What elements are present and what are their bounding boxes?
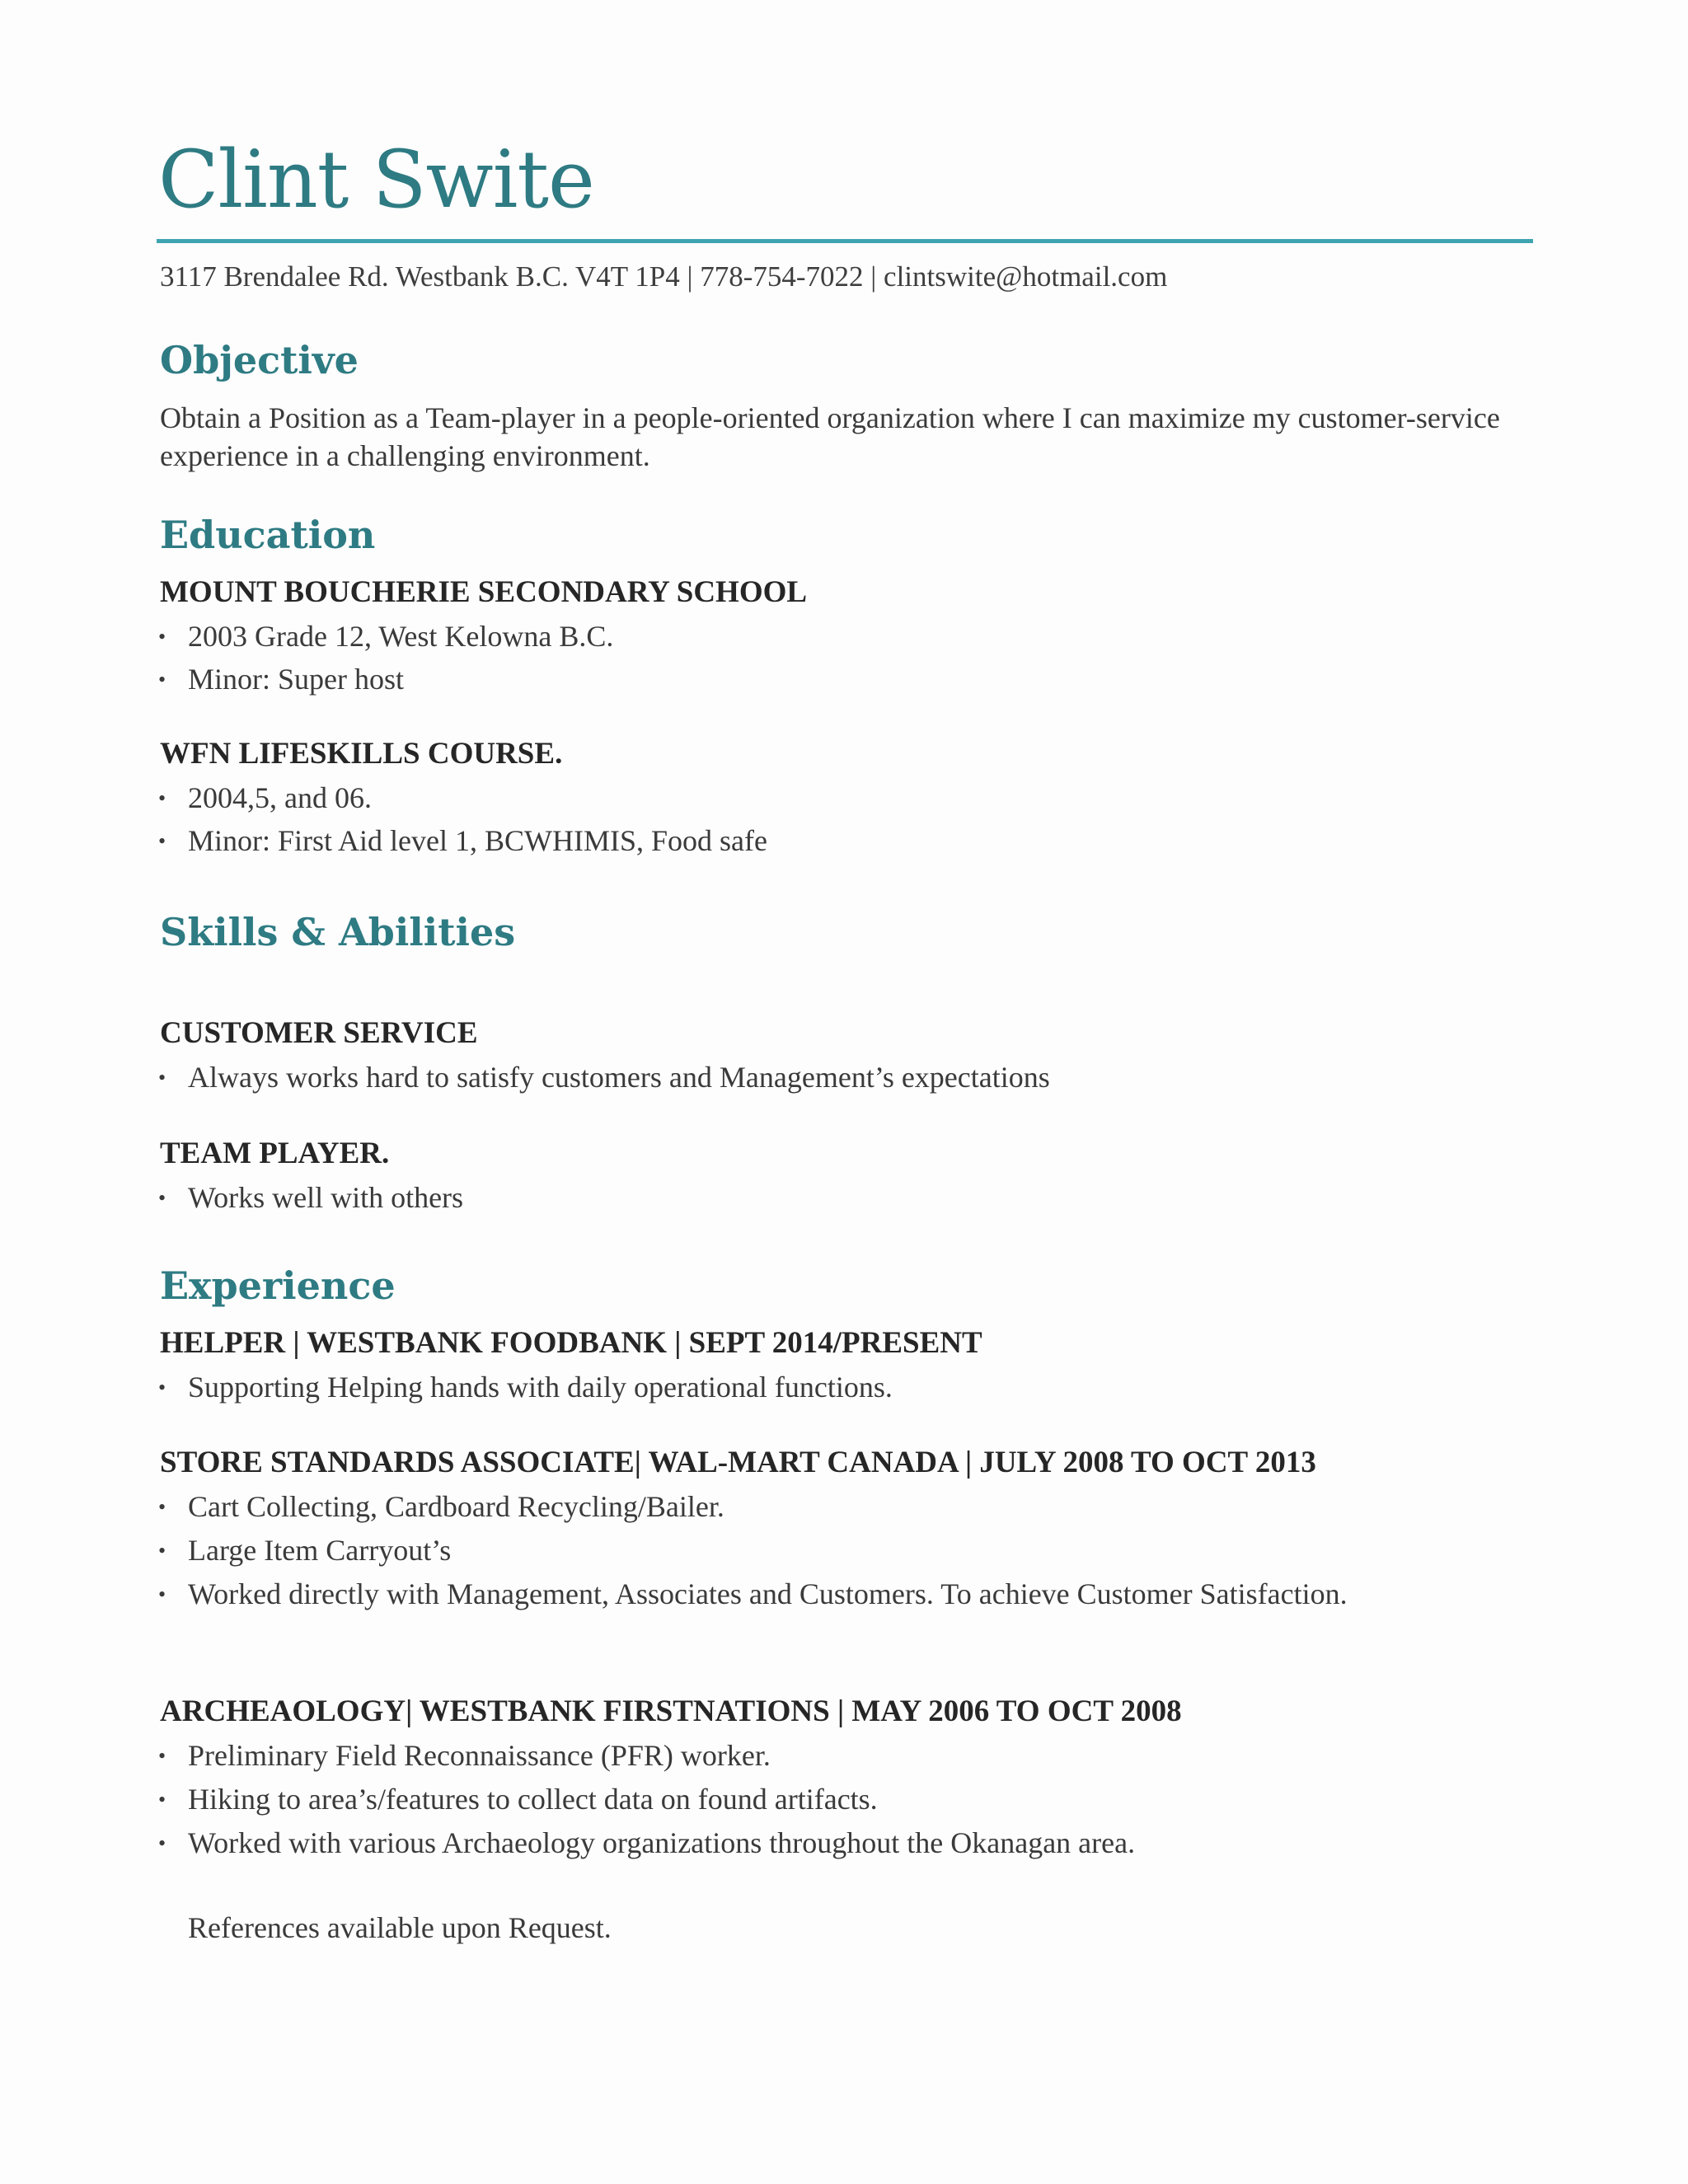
list-item <box>158 780 372 815</box>
bullet-icon: • <box>158 1185 166 1210</box>
list-item-text: Supporting Helping hands with daily operational functions. <box>188 1371 893 1404</box>
bullet-icon: • <box>158 1538 166 1563</box>
list-item-text: Minor: Super host <box>188 663 405 696</box>
list-item-text: Worked with various Archaeology organizations throughout the Okanagan area. <box>188 1826 1136 1859</box>
list-item <box>158 1782 878 1816</box>
bullet-icon: • <box>158 1065 166 1090</box>
list-item <box>158 1489 724 1524</box>
skill-entry-title: TEAM PLAYER. <box>160 1137 390 1170</box>
contact-line: 3117 Brendalee Rd. Westbank B.C. V4T 1P4 | 778-754-7022 | clintswite@hotmail.com <box>160 260 1168 293</box>
list-item <box>158 1060 1050 1094</box>
list-item <box>158 1738 771 1773</box>
skill-entry-title: CUSTOMER SERVICE <box>160 1016 478 1050</box>
list-item-text: Always works hard to satisfy customers and Management’s expectations <box>188 1061 1050 1094</box>
list-item <box>158 1370 893 1404</box>
education-entry-title: MOUNT BOUCHERIE SECONDARY SCHOOL <box>160 575 808 609</box>
objective-heading: Objective <box>160 338 359 382</box>
list-item-text: 2004,5, and 06. <box>188 781 372 814</box>
list-item-text: Preliminary Field Reconnaissance (PFR) worker. <box>188 1739 771 1772</box>
list-item-text: Minor: First Aid level 1, BCWHIMIS, Food safe <box>188 824 767 857</box>
header-divider <box>157 239 1533 243</box>
list-item-text: Hiking to area’s/features to collect data on found artifacts. <box>188 1783 878 1816</box>
education-entry-title: WFN LIFESKILLS COURSE. <box>160 737 563 771</box>
experience-heading: Experience <box>160 1263 396 1308</box>
bullet-icon: • <box>158 667 166 691</box>
candidate-name: Clint Swite <box>158 134 594 226</box>
list-item <box>158 1180 463 1215</box>
list-item <box>158 1533 451 1568</box>
bullet-icon: • <box>158 1830 166 1855</box>
bullet-icon: • <box>158 1787 166 1811</box>
skills-heading: Skills & Abilities <box>160 910 516 954</box>
list-item-text: Worked directly with Management, Associates and Customers. To achieve Customer Satisfaction. <box>188 1577 1348 1610</box>
list-item <box>158 619 613 654</box>
bullet-icon: • <box>158 1375 166 1399</box>
bullet-icon: • <box>158 1494 166 1519</box>
experience-entry-title: HELPER | WESTBANK FOODBANK | SEPT 2014/PRESENT <box>160 1326 982 1360</box>
bullet-icon: • <box>158 1582 166 1606</box>
bullet-icon: • <box>158 624 166 649</box>
bullet-icon: • <box>158 785 166 810</box>
list-item <box>158 1577 1348 1611</box>
list-item-text: Large Item Carryout’s <box>188 1534 452 1567</box>
experience-entry-title: ARCHEAOLOGY| WESTBANK FIRSTNATIONS | MAY 2006 TO OCT 2008 <box>160 1694 1182 1728</box>
list-item-text: Works well with others <box>188 1181 464 1214</box>
list-item-text: Cart Collecting, Cardboard Recycling/Bailer. <box>188 1490 724 1523</box>
list-item <box>158 1825 1135 1860</box>
experience-entry-title: STORE STANDARDS ASSOCIATE| WAL-MART CANADA | JULY 2008 TO OCT 2013 <box>160 1446 1316 1479</box>
bullet-icon: • <box>158 828 166 853</box>
bullet-icon: • <box>158 1743 166 1768</box>
list-item-text: 2003 Grade 12, West Kelowna B.C. <box>188 620 614 653</box>
list-item <box>158 662 404 696</box>
education-heading: Education <box>160 513 376 557</box>
list-item <box>158 823 767 858</box>
objective-text: Obtain a Position as a Team-player in a people-oriented organization where I can maximize my customer-service experience in a challenging environment. <box>160 401 1500 472</box>
references-note: References available upon Request. <box>188 1911 612 1944</box>
